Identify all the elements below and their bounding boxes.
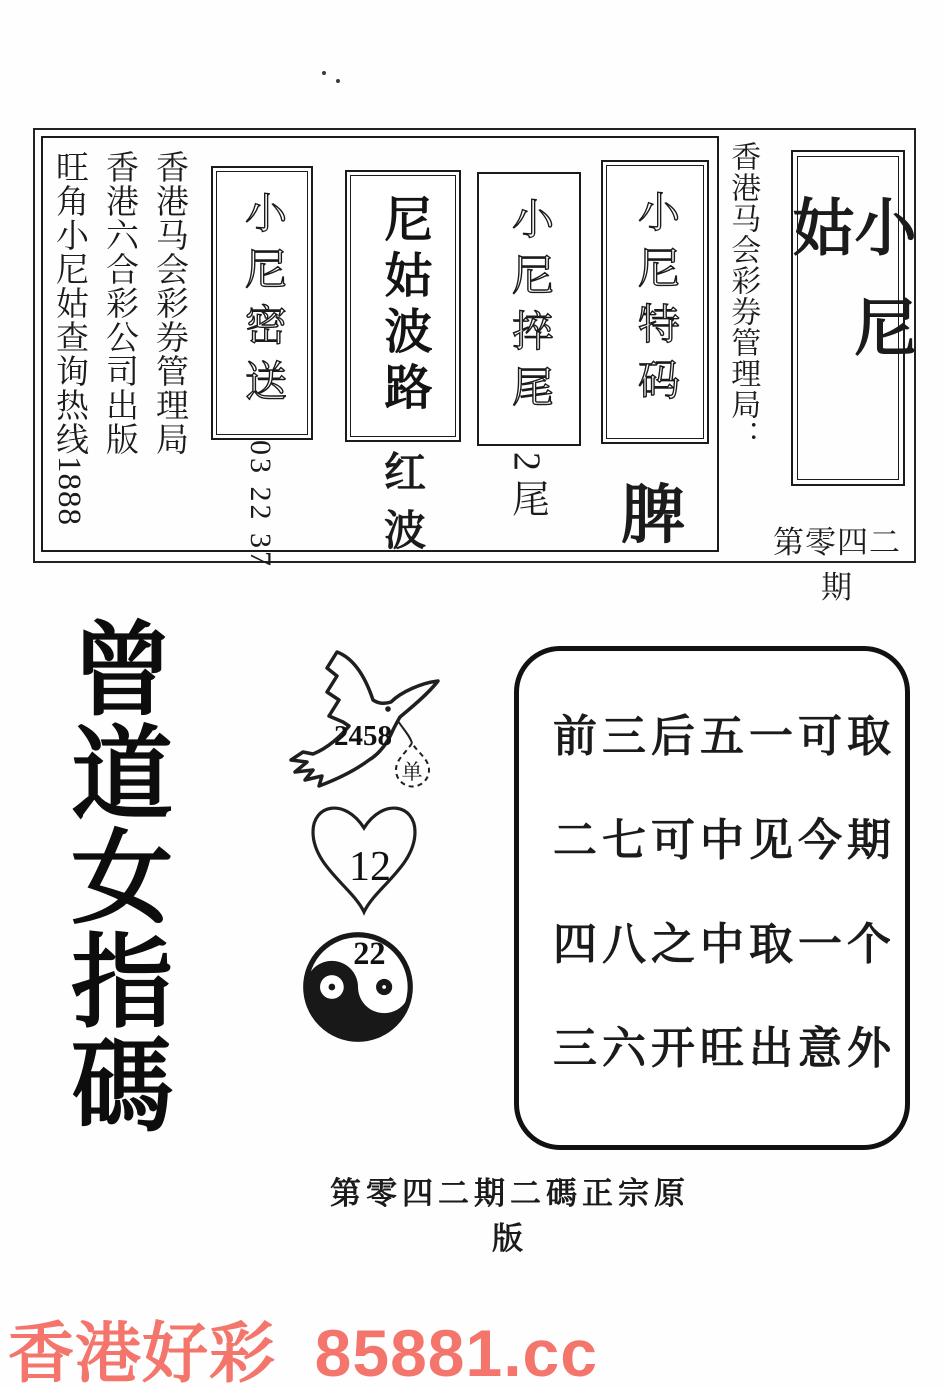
taiji-black-dot-center bbox=[382, 985, 386, 989]
masthead-border bbox=[783, 156, 913, 480]
series-title: 曾道女指碼 bbox=[57, 616, 172, 1136]
edition-caption: 第零四二期二碼正宗原版 bbox=[330, 1176, 690, 1256]
authority-column-left: 香港马会彩券管理局 bbox=[150, 150, 187, 456]
panel-zuowei-value: 2尾 bbox=[505, 452, 548, 525]
panel-bolu-value-wrap bbox=[345, 450, 457, 566]
panel-bolu bbox=[345, 170, 461, 442]
site-banner: 香港好彩 85881.cc bbox=[8, 1316, 598, 1388]
panel-tema bbox=[601, 160, 709, 444]
header-left-box bbox=[41, 136, 719, 569]
panel-zuowei bbox=[477, 172, 581, 446]
panel-zuowei-value-wrap bbox=[477, 452, 577, 525]
panel-misong-numbers: 03 22 37 bbox=[244, 440, 277, 569]
panel-misong-value-wrap bbox=[211, 440, 309, 569]
panel-zuowei-title: 小尼捽尾 bbox=[506, 197, 552, 421]
panel-misong bbox=[211, 166, 313, 440]
tag-string bbox=[398, 721, 412, 743]
panel-misong-border bbox=[216, 171, 308, 435]
heart-figure bbox=[304, 788, 424, 918]
panel-bolu-title: 尼姑波路 bbox=[377, 194, 430, 418]
tag-label: 单 bbox=[401, 760, 423, 784]
panel-tema-value-wrap bbox=[601, 464, 705, 556]
masthead-title: 小尼姑 bbox=[783, 195, 913, 395]
heart-number: 12 bbox=[349, 844, 391, 890]
verse-line-4: 三六开旺出意外 bbox=[553, 1024, 896, 1073]
ink-speck bbox=[336, 79, 340, 83]
taiji-white-dot-center bbox=[329, 984, 336, 991]
panel-tema-title: 小尼特码 bbox=[632, 190, 678, 414]
verse-line-3: 四八之中取一个 bbox=[553, 920, 896, 969]
issue-number: 第零四二期 bbox=[773, 525, 901, 605]
verse-box bbox=[514, 646, 910, 1150]
panel-tema-border bbox=[606, 165, 704, 439]
publisher-column: 香港六合彩公司出版 bbox=[100, 150, 137, 456]
verse-line-2: 二七可中见今期 bbox=[553, 816, 896, 865]
ink-speck bbox=[322, 71, 326, 75]
taiji-number: 22 bbox=[353, 935, 386, 972]
panel-tema-value: 脾 bbox=[621, 480, 685, 551]
panel-zuowei-border bbox=[482, 177, 576, 441]
dove-number: 2458 bbox=[334, 720, 392, 752]
dove-eye bbox=[385, 706, 391, 712]
taiji-figure bbox=[301, 930, 415, 1044]
hotline-column: 旺角小尼姑查询热线1888 bbox=[50, 150, 87, 526]
panel-misong-title: 小尼密送 bbox=[239, 191, 285, 415]
header-box bbox=[33, 128, 916, 605]
panel-bolu-value: 红波 bbox=[378, 450, 424, 566]
verse-line-1: 前三后五一可取 bbox=[553, 712, 896, 761]
authority-column-right: 香港马会彩券管理局： bbox=[726, 141, 760, 451]
panel-bolu-border bbox=[350, 175, 456, 437]
masthead-box bbox=[783, 150, 913, 486]
